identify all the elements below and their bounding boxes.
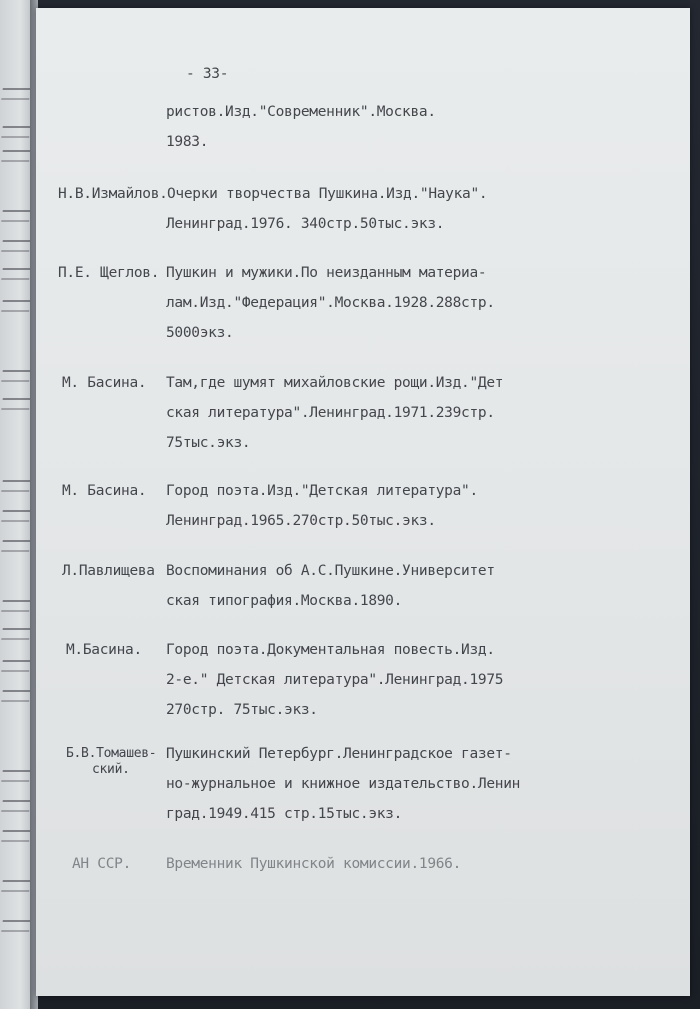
- entry-line: Очерки творчества Пушкина.Изд."Наука".: [167, 186, 488, 202]
- text-fragment: [1, 480, 31, 492]
- entry-line: 75тыс.экз.: [166, 435, 251, 451]
- entry-line: Город поэта.Изд."Детская литература".: [166, 483, 478, 499]
- text-fragment: [1, 210, 31, 222]
- text-fragment: [1, 540, 31, 552]
- entry-author-line: ский.: [92, 762, 130, 777]
- text-fragment: [1, 800, 31, 812]
- entry-author: Л.Павлищева: [62, 563, 155, 579]
- typed-page: [36, 8, 690, 996]
- text-fragment: [1, 880, 31, 892]
- text-fragment: [1, 628, 31, 640]
- entry-author: Н.В.Измайлов.: [58, 186, 168, 202]
- entry-line: ская типография.Москва.1890.: [166, 593, 403, 609]
- text-fragment: [1, 88, 31, 100]
- text-fragment: [1, 690, 31, 702]
- entry-line: ская литература".Ленинград.1971.239стр.: [166, 405, 495, 421]
- previous-page-edge: [0, 0, 34, 1009]
- text-fragment: [1, 300, 31, 312]
- entry-line: Ленинград.1965.270стр.50тыс.экз.: [166, 513, 436, 529]
- entry-line: Город поэта.Документальная повесть.Изд.: [166, 642, 495, 658]
- text-fragment: [1, 600, 31, 612]
- entry-author: М. Басина.: [62, 483, 147, 499]
- entry-line: Временник Пушкинской комиссии.1966.: [166, 856, 462, 872]
- entry-line: 2-е." Детская литература".Ленинград.1975: [166, 672, 504, 688]
- text-fragment: [1, 770, 31, 782]
- entry-line: Там,где шумят михайловские рощи.Изд."Дет: [166, 375, 504, 391]
- entry-author: М. Басина.: [62, 375, 147, 391]
- entry-line: Пушкинский Петербург.Ленинградское газет-: [166, 746, 512, 762]
- text-fragment: [1, 370, 31, 382]
- text-fragment: [1, 398, 31, 410]
- entry-line: 1983.: [166, 134, 209, 150]
- page-number: - 33-: [186, 66, 229, 82]
- entry-author: П.Е. Щеглов.: [58, 265, 160, 281]
- entry-line: град.1949.415 стр.15тыс.экз.: [166, 806, 403, 822]
- text-fragment: [1, 150, 31, 162]
- entry-line: Ленинград.1976. 340стр.50тыс.экз.: [166, 216, 445, 232]
- text-fragment: [1, 240, 31, 252]
- text-fragment: [1, 268, 31, 280]
- text-fragment: [1, 830, 31, 842]
- entry-line: 270стр. 75тыс.экз.: [166, 702, 318, 718]
- text-fragment: [1, 510, 31, 522]
- entry-author-line: Б.В.Томашев-: [66, 746, 157, 761]
- entry-author: М.Басина.: [66, 642, 142, 658]
- entry-line: ристов.Изд."Современник".Москва.: [166, 104, 436, 120]
- entry-line: Воспоминания об А.С.Пушкине.Университет: [166, 563, 495, 579]
- text-fragment: [1, 920, 31, 932]
- text-fragment: [1, 126, 31, 138]
- entry-author: АН ССР.: [72, 856, 132, 872]
- entry-line: 5000экз.: [166, 325, 234, 341]
- entry-line: Пушкин и мужики.По неизданным материа-: [166, 265, 487, 281]
- text-fragment: [1, 660, 31, 672]
- entry-author: [66, 746, 166, 778]
- entry-line: но-журнальное и книжное издательство.Ленин: [166, 776, 521, 792]
- entry-line: лам.Изд."Федерация".Москва.1928.288стр.: [166, 295, 495, 311]
